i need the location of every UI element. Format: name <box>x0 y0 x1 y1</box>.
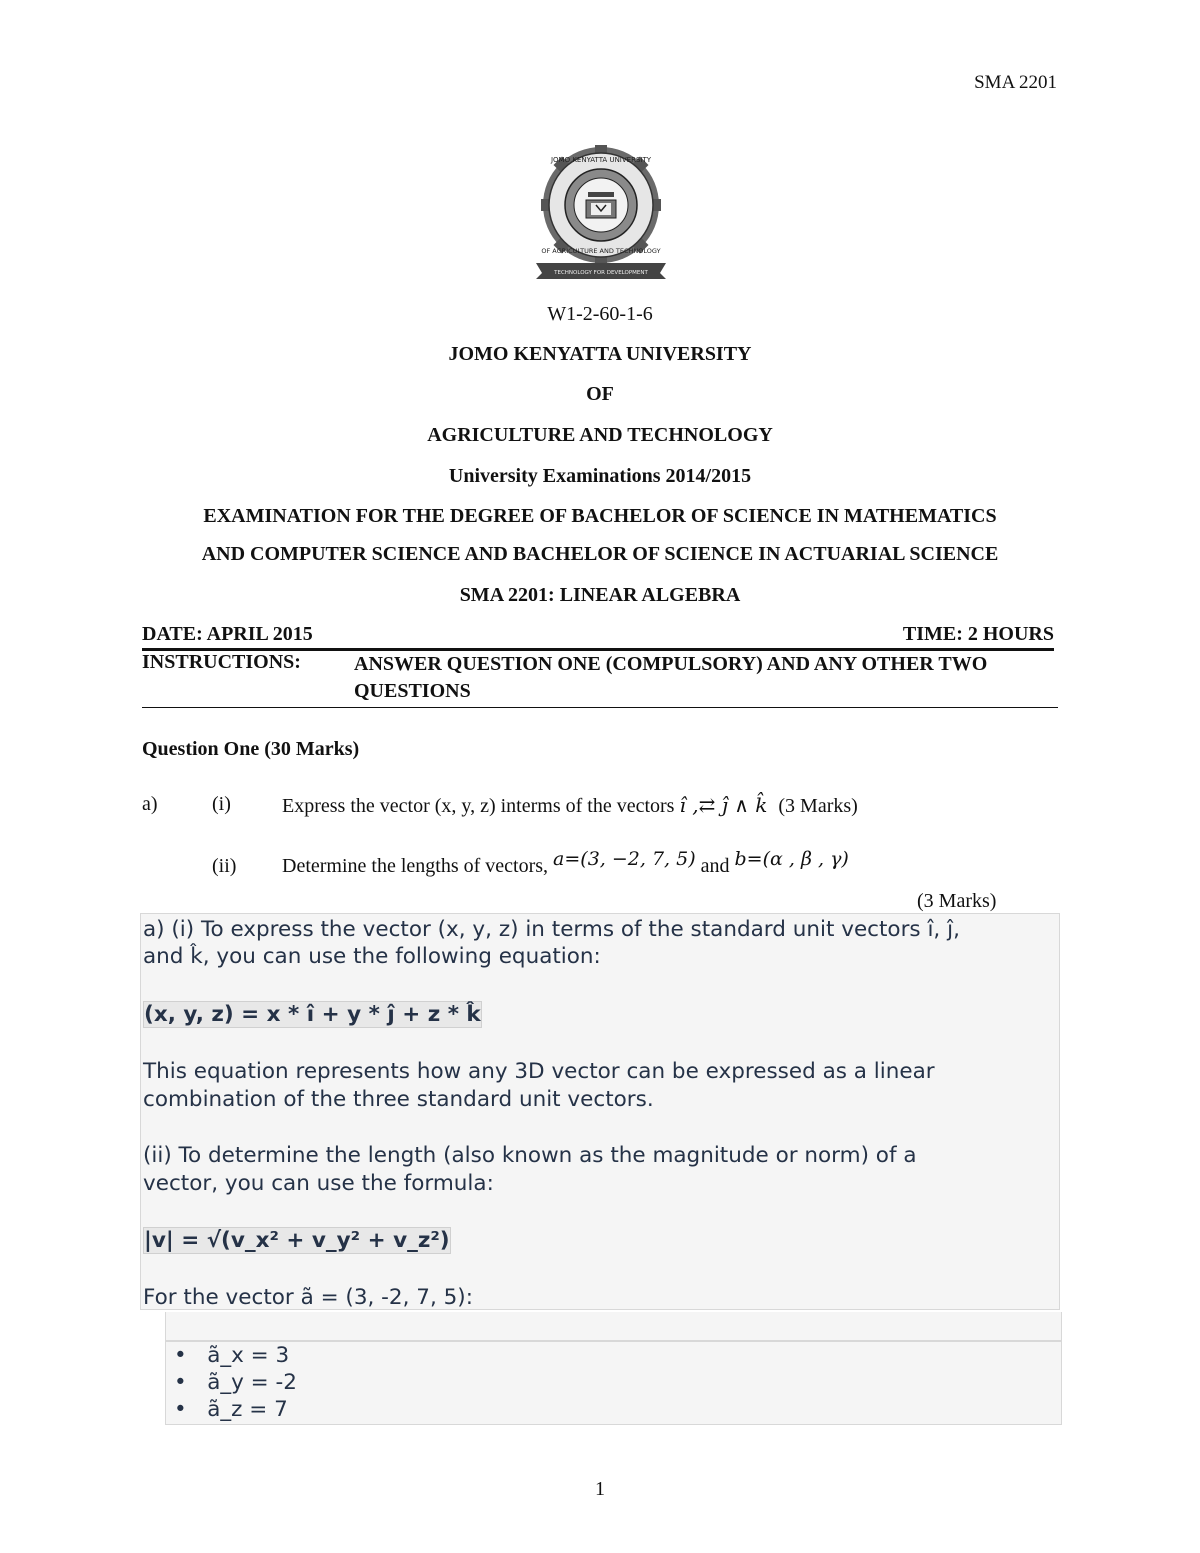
list-item: • ã_y = -2 <box>174 1370 297 1395</box>
degree-line-1: EXAMINATION FOR THE DEGREE OF BACHELOR OF SCIENCE IN MATHEMATICS <box>203 505 997 527</box>
answer-equation-2: |v| = √(v_x² + v_y² + v_z²) <box>144 1228 450 1253</box>
exam-session: University Examinations 2014/2015 <box>448 465 752 487</box>
header-course-code: SMA 2201 <box>974 72 1057 93</box>
sub-i-marks: (3 Marks) <box>778 795 858 817</box>
answer-bullet-list <box>165 1341 1062 1425</box>
unit-title: SMA 2201: LINEAR ALGEBRA <box>459 584 741 606</box>
list-item-text: ã_x = 3 <box>207 1343 290 1368</box>
answer-p4: For the vector ã = (3, -2, 7, 5): <box>143 1285 473 1310</box>
answer-p3-line2: vector, you can use the formula: <box>143 1171 494 1196</box>
exam-code: W1-2-60-1-6 <box>547 303 653 325</box>
date-time-row <box>142 623 1054 651</box>
exam-duration: TIME: 2 HOURS <box>902 623 1054 645</box>
sub-ii-label: (ii) <box>212 855 237 877</box>
svg-text:JOMO KENYATTA UNIVERSITY: JOMO KENYATTA UNIVERSITY <box>550 156 652 164</box>
university-seal-logo <box>528 145 674 280</box>
list-item: • ã_x = 3 <box>174 1343 290 1368</box>
question-heading: Question One (30 Marks) <box>142 738 360 760</box>
list-item-text: ã_z = 7 <box>207 1397 288 1422</box>
answer-p2-line1: This equation represents how any 3D vector can be expressed as a linear <box>143 1059 935 1084</box>
university-name-line3: AGRICULTURE AND TECHNOLOGY <box>427 424 773 446</box>
sub-ii-and: and <box>700 855 730 877</box>
sub-i-question: Express the vector (x, y, z) interms of the vectors <box>282 795 675 817</box>
page-number: 1 <box>595 1478 605 1500</box>
sub-i-label: (i) <box>212 793 231 815</box>
university-name-line1: JOMO KENYATTA UNIVERSITY <box>448 343 752 365</box>
sub-ii-text <box>282 848 849 877</box>
answer-p2-line2: combination of the three standard unit vectors. <box>143 1087 654 1112</box>
answer-p1-line1: a) (i) To express the vector (x, y, z) in terms of the standard unit vectors î, ĵ, <box>143 917 960 942</box>
exam-date: DATE: APRIL 2015 <box>142 623 313 645</box>
instructions-label: INSTRUCTIONS: <box>142 651 301 673</box>
sub-ii-vector-b: b=(α , β , γ) <box>734 848 849 870</box>
university-seal-icon <box>528 145 674 280</box>
sub-ii-vector-a: a=(3, −2, 7, 5) <box>553 848 696 870</box>
part-a-label: a) <box>142 793 158 815</box>
instructions-block <box>142 651 1058 708</box>
sub-ii-marks: (3 Marks) <box>917 890 997 912</box>
svg-text:OF AGRICULTURE AND TECHNOLOGY: OF AGRICULTURE AND TECHNOLOGY <box>541 247 661 255</box>
answer-p1-line2: and k̂, you can use the following equation: <box>143 944 601 969</box>
sub-i-math: î ,⇄ ĵ ∧ k̂ <box>679 793 768 817</box>
answer-p3-line1: (ii) To determine the length (also known as the magnitude or norm) of a <box>143 1143 917 1168</box>
list-item-text: ã_y = -2 <box>207 1370 297 1395</box>
list-item: • ã_z = 7 <box>174 1397 288 1422</box>
degree-line-2: AND COMPUTER SCIENCE AND BACHELOR OF SCIENCE IN ACTUARIAL SCIENCE <box>201 543 999 565</box>
university-name-line2: OF <box>586 383 614 405</box>
svg-text:TECHNOLOGY FOR DEVELOPMENT: TECHNOLOGY FOR DEVELOPMENT <box>554 270 648 276</box>
sub-ii-question: Determine the lengths of vectors, <box>282 855 549 877</box>
answer-list-spacer <box>165 1312 1062 1341</box>
answer-equation-1: (x, y, z) = x * î + y * ĵ + z * k̂ <box>144 1002 481 1027</box>
sub-i-text <box>282 793 858 818</box>
instructions-text: ANSWER QUESTION ONE (COMPULSORY) AND ANY OTHER TWO QUESTIONS <box>354 653 988 702</box>
answer-block <box>140 913 1060 1310</box>
